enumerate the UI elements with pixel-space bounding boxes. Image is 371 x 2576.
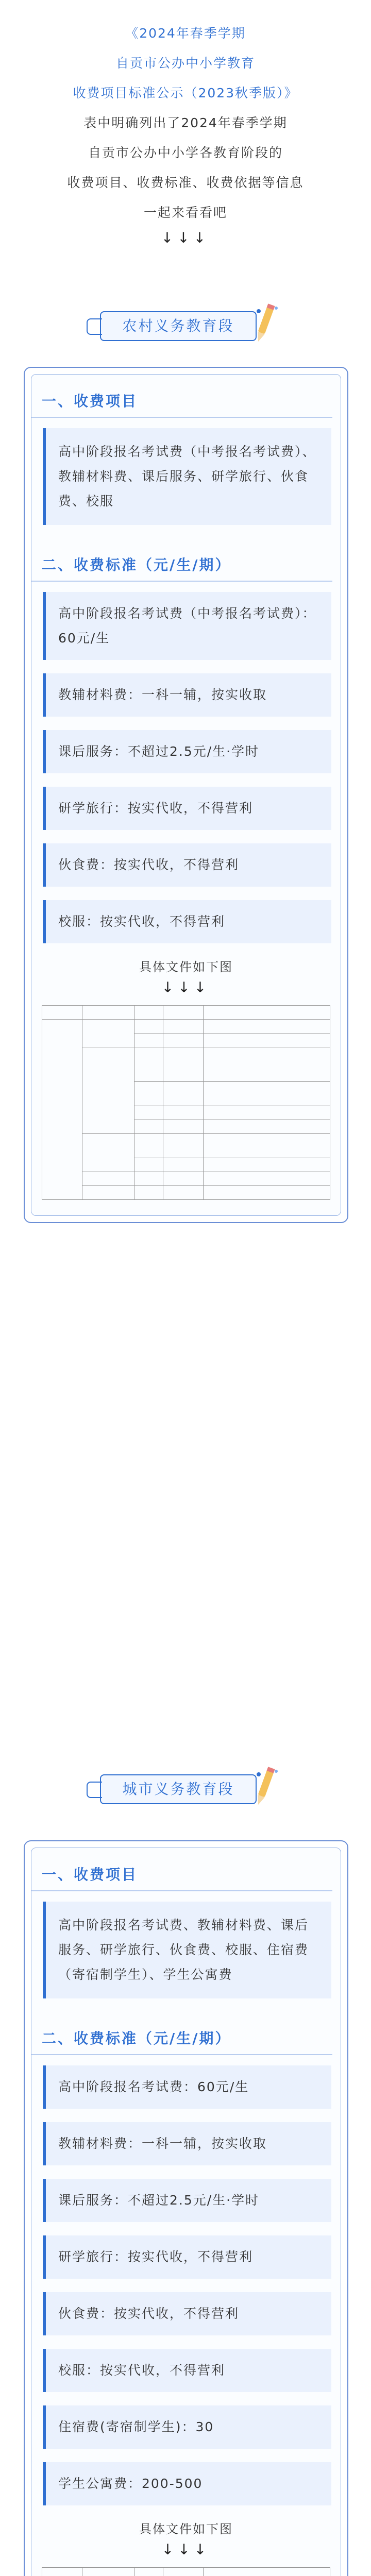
- banner-box: [100, 1774, 257, 1804]
- intro-title-line2: 自贡市公办中小学教育: [115, 56, 255, 71]
- urban-standards-title: 二、收费标准（元/生/期）: [31, 2012, 332, 2055]
- urban-standard-item: 住宿费(寄宿制学生)：30: [43, 2405, 331, 2449]
- urban-banner: [88, 1767, 283, 1808]
- urban-standard-item: 校服：按实代收，不得营利: [43, 2349, 331, 2392]
- pencil-icon: [252, 1764, 281, 1808]
- urban-standard-item: 高中阶段报名考试费：60元/生: [43, 2065, 331, 2109]
- rural-items-title: 一、收费项目: [31, 375, 332, 418]
- rural-file-arrows: ↓↓↓: [161, 979, 211, 996]
- urban-standard-item: 教辅材料费：一科一辅，按实收取: [43, 2122, 331, 2165]
- rural-banner: [88, 304, 283, 345]
- rural-file-title: 具体文件如下图: [139, 960, 233, 974]
- rural-standard-item: 伙食费：按实代收，不得营利: [43, 843, 331, 887]
- urban-panel: [24, 1840, 348, 2576]
- intro-title-line1: 《2024年春季学期: [125, 26, 246, 41]
- intro-line6: 收费项目、收费标准、收费依据等信息: [67, 175, 304, 190]
- urban-standard-item: 课后服务：不超过2.5元/生·学时: [43, 2179, 331, 2222]
- rural-standard-item: 教辅材料费：一科一辅，按实收取: [43, 673, 331, 717]
- banner-label: 农村义务教育段: [122, 317, 234, 334]
- intro-title-line3: 收费项目标准公示（2023秋季版）》: [73, 86, 298, 100]
- rural-standards-title: 二、收费标准（元/生/期）: [31, 538, 332, 582]
- banner-box: [100, 311, 257, 341]
- intro-line5: 自贡市公办中小学各教育阶段的: [88, 145, 283, 160]
- intro-line4: 表中明确列出了2024年春季学期: [83, 115, 288, 130]
- urban-standard-item: 学生公寓费：200-500: [43, 2462, 331, 2505]
- intro: [0, 0, 371, 248]
- urban-items-title: 一、收费项目: [31, 1848, 332, 1891]
- rural-document-table: [42, 1005, 330, 1200]
- rural-items-card: 高中阶段报名考试费（中考报名考试费）、教辅材料费、课后服务、研学旅行、伙食费、校服: [43, 428, 331, 525]
- rural-standard-item: 研学旅行：按实代收，不得营利: [43, 787, 331, 830]
- intro-line7: 一起来看看吧: [143, 205, 227, 220]
- rural-standard-item: 校服：按实代收，不得营利: [43, 900, 331, 943]
- intro-arrows: ↓↓↓: [161, 229, 210, 246]
- banner-label: 城市义务教育段: [122, 1781, 234, 1798]
- urban-standard-item: 研学旅行：按实代收，不得营利: [43, 2235, 331, 2279]
- urban-standard-item: 伙食费：按实代收，不得营利: [43, 2292, 331, 2335]
- urban-file-title: 具体文件如下图: [139, 2522, 233, 2536]
- rural-standard-item: 课后服务：不超过2.5元/生·学时: [43, 730, 331, 773]
- rural-standard-item: 高中阶段报名考试费（中考报名考试费）：60元/生: [43, 592, 331, 660]
- urban-file-arrows: ↓↓↓: [161, 2541, 211, 2558]
- urban-document-table: [42, 2567, 330, 2576]
- rural-panel: [24, 367, 348, 1223]
- pencil-icon: [252, 301, 281, 345]
- urban-items-card: 高中阶段报名考试费、教辅材料费、课后服务、研学旅行、伙食费、校服、住宿费（寄宿制学生）、学生公寓费: [43, 1902, 331, 1998]
